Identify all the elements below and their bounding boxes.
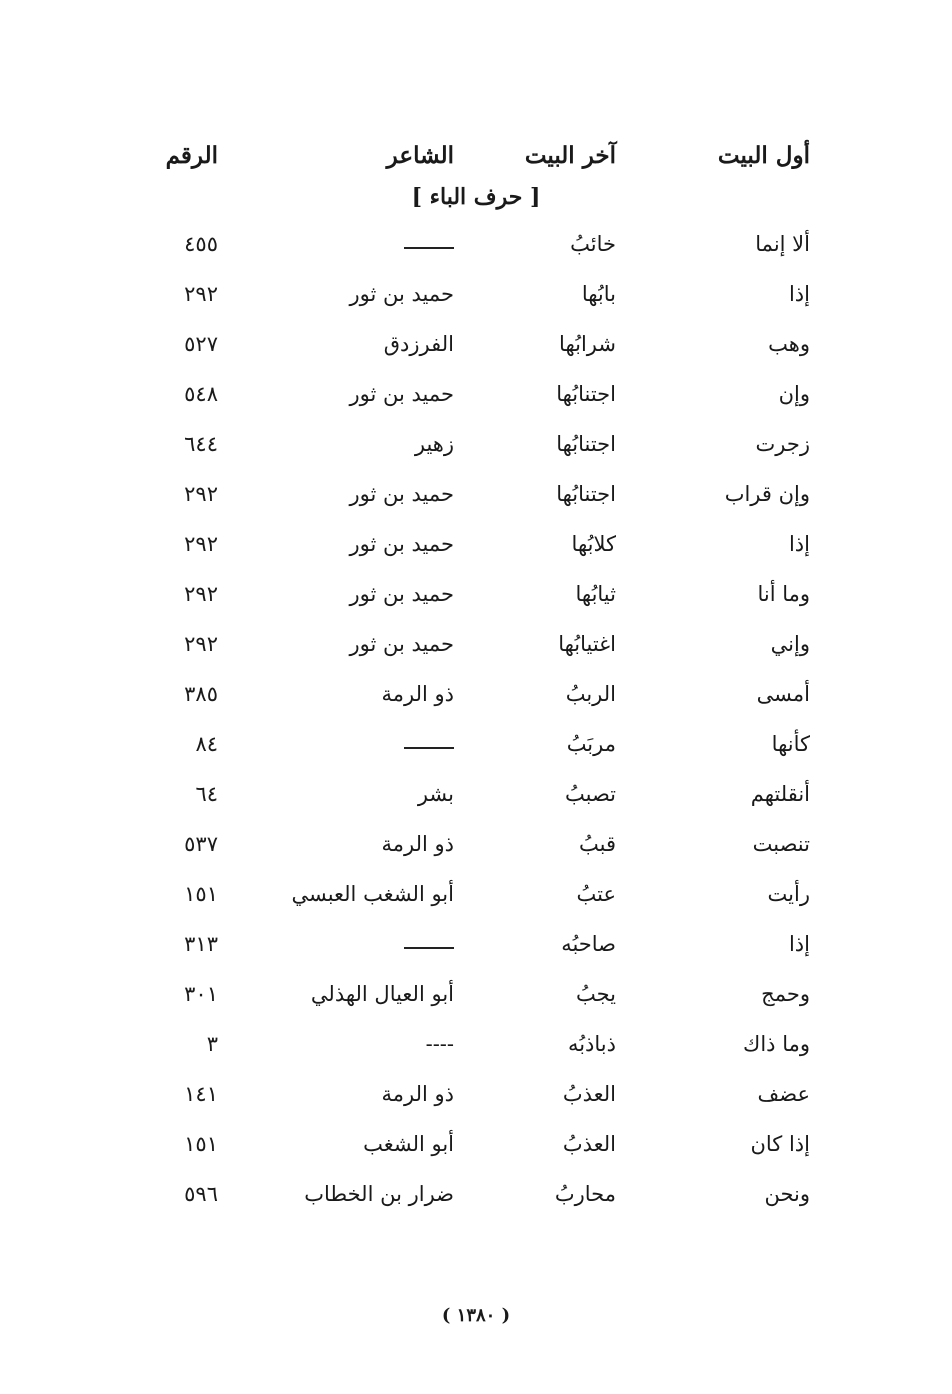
first-verse-cell: أمسى — [756, 682, 810, 706]
first-verse-cell: أنقلتهم — [750, 782, 810, 806]
number-cell: ١٤١ — [184, 1082, 218, 1106]
number-cell: ١٥١ — [184, 1132, 218, 1156]
first-verse-cell: وما أنا — [757, 582, 810, 606]
poet-cell — [404, 726, 454, 762]
last-verse-cell: العذبُ — [562, 1082, 616, 1106]
first-verse-cell: وإن قراب — [724, 482, 810, 506]
header-first-verse: أول البيت — [717, 142, 810, 169]
last-verse-cell: قببُ — [579, 832, 616, 856]
last-verse-cell: اجتنابُها — [556, 482, 616, 506]
table-row — [0, 370, 952, 420]
number-cell: ٣ — [206, 1032, 218, 1056]
number-cell: ٦٤ — [195, 782, 218, 806]
table-row — [0, 770, 952, 820]
poet-cell: أبو العيال الهذلي — [310, 982, 454, 1006]
header-poet: الشاعر — [386, 142, 454, 169]
last-verse-cell: كلابُها — [571, 532, 616, 556]
header-last-verse: آخر البيت — [524, 142, 616, 169]
first-verse-cell: إذا — [788, 282, 810, 306]
number-cell: ٢٩٢ — [184, 632, 218, 656]
poet-cell: حميد بن ثور — [349, 382, 454, 406]
first-verse-cell: ونحن — [764, 1182, 810, 1206]
first-verse-cell: ألا إنما — [755, 232, 810, 256]
last-verse-cell: ثيابُها — [575, 582, 616, 606]
poet-cell: ذو الرمة — [381, 1082, 454, 1106]
first-verse-cell: وإن — [778, 382, 810, 406]
number-cell: ٣١٣ — [184, 932, 218, 956]
table-row — [0, 870, 952, 920]
poet-cell: ---- — [425, 1032, 454, 1056]
last-verse-cell: خائبُ — [570, 232, 616, 256]
poet-cell: بشر — [417, 782, 454, 806]
poet-cell — [404, 926, 454, 962]
poet-cell: أبو الشغب العبسي — [291, 882, 454, 906]
first-verse-cell: إذا كان — [750, 1132, 810, 1156]
poet-cell: ضرار بن الخطاب — [304, 1182, 454, 1206]
section-title: [ حرف الباء ] — [411, 184, 541, 210]
first-verse-cell: وإني — [770, 632, 810, 656]
table-row — [0, 620, 952, 670]
table-row — [0, 470, 952, 520]
number-cell: ١٥١ — [184, 882, 218, 906]
table-row — [0, 970, 952, 1020]
last-verse-cell: اجتنابُها — [556, 382, 616, 406]
first-verse-cell: رأيت — [767, 882, 810, 906]
poet-cell: حميد بن ثور — [349, 532, 454, 556]
last-verse-cell: اجتنابُها — [556, 432, 616, 456]
number-cell: ٢٩٢ — [184, 532, 218, 556]
table-row — [0, 320, 952, 370]
first-verse-cell: عضف — [757, 1082, 810, 1106]
table-row — [0, 220, 952, 270]
number-cell: ٥٣٧ — [184, 832, 218, 856]
poet-cell: الفرزدق — [383, 332, 454, 356]
poet-cell: حميد بن ثور — [349, 482, 454, 506]
number-cell: ٥٢٧ — [184, 332, 218, 356]
number-cell: ٢٩٢ — [184, 482, 218, 506]
number-cell: ٥٩٦ — [184, 1182, 218, 1206]
header-number: الرقم — [165, 142, 218, 169]
last-verse-cell: عتبُ — [576, 882, 616, 906]
table-row — [0, 270, 952, 320]
poet-cell: حميد بن ثور — [349, 632, 454, 656]
poet-cell: حميد بن ثور — [349, 582, 454, 606]
table-row — [0, 1120, 952, 1170]
number-cell: ٥٤٨ — [184, 382, 218, 406]
poet-cell: حميد بن ثور — [349, 282, 454, 306]
table-row — [0, 720, 952, 770]
table-row — [0, 1170, 952, 1220]
table-row — [0, 1020, 952, 1070]
table-row — [0, 1070, 952, 1120]
first-verse-cell: كأنها — [771, 732, 810, 756]
first-verse-cell: وما ذاك — [743, 1032, 810, 1056]
table-row — [0, 570, 952, 620]
table-row — [0, 820, 952, 870]
table-row — [0, 520, 952, 570]
table-row — [0, 920, 952, 970]
last-verse-cell: ذباذبُه — [567, 1032, 616, 1056]
last-verse-cell: بابُها — [581, 282, 616, 306]
number-cell: ٣٨٥ — [184, 682, 218, 706]
number-cell: ٢٩٢ — [184, 582, 218, 606]
page-number: ( ١٣٨٠ ) — [441, 1305, 511, 1326]
first-verse-cell: إذا — [788, 532, 810, 556]
unknown-poet-line — [404, 247, 454, 249]
last-verse-cell: تصببُ — [564, 782, 616, 806]
last-verse-cell: الرببُ — [565, 682, 616, 706]
first-verse-cell: زجرت — [755, 432, 810, 456]
poet-cell: ذو الرمة — [381, 832, 454, 856]
last-verse-cell: العذبُ — [562, 1132, 616, 1156]
poet-cell: زهير — [414, 432, 454, 456]
last-verse-cell: صاحبُه — [561, 932, 616, 956]
verse-index-table — [0, 220, 952, 1220]
last-verse-cell: يجبُ — [575, 982, 616, 1006]
poet-cell — [404, 226, 454, 262]
last-verse-cell: محاربُ — [554, 1182, 616, 1206]
number-cell: ٣٠١ — [184, 982, 218, 1006]
first-verse-cell: وحمج — [761, 982, 810, 1006]
number-cell: ٤٥٥ — [184, 232, 218, 256]
table-row — [0, 420, 952, 470]
number-cell: ٢٩٢ — [184, 282, 218, 306]
last-verse-cell: اغتيابُها — [558, 632, 616, 656]
poet-cell: أبو الشغب — [363, 1132, 454, 1156]
last-verse-cell: مربَبُ — [566, 732, 616, 756]
first-verse-cell: وهب — [768, 332, 810, 356]
unknown-poet-line — [404, 947, 454, 949]
first-verse-cell: تنصبت — [752, 832, 810, 856]
table-header — [0, 138, 952, 178]
poet-cell: ذو الرمة — [381, 682, 454, 706]
first-verse-cell: إذا — [788, 932, 810, 956]
number-cell: ٦٤٤ — [184, 432, 218, 456]
unknown-poet-line — [404, 747, 454, 749]
table-row — [0, 670, 952, 720]
number-cell: ٨٤ — [195, 732, 218, 756]
last-verse-cell: شرابُها — [559, 332, 616, 356]
